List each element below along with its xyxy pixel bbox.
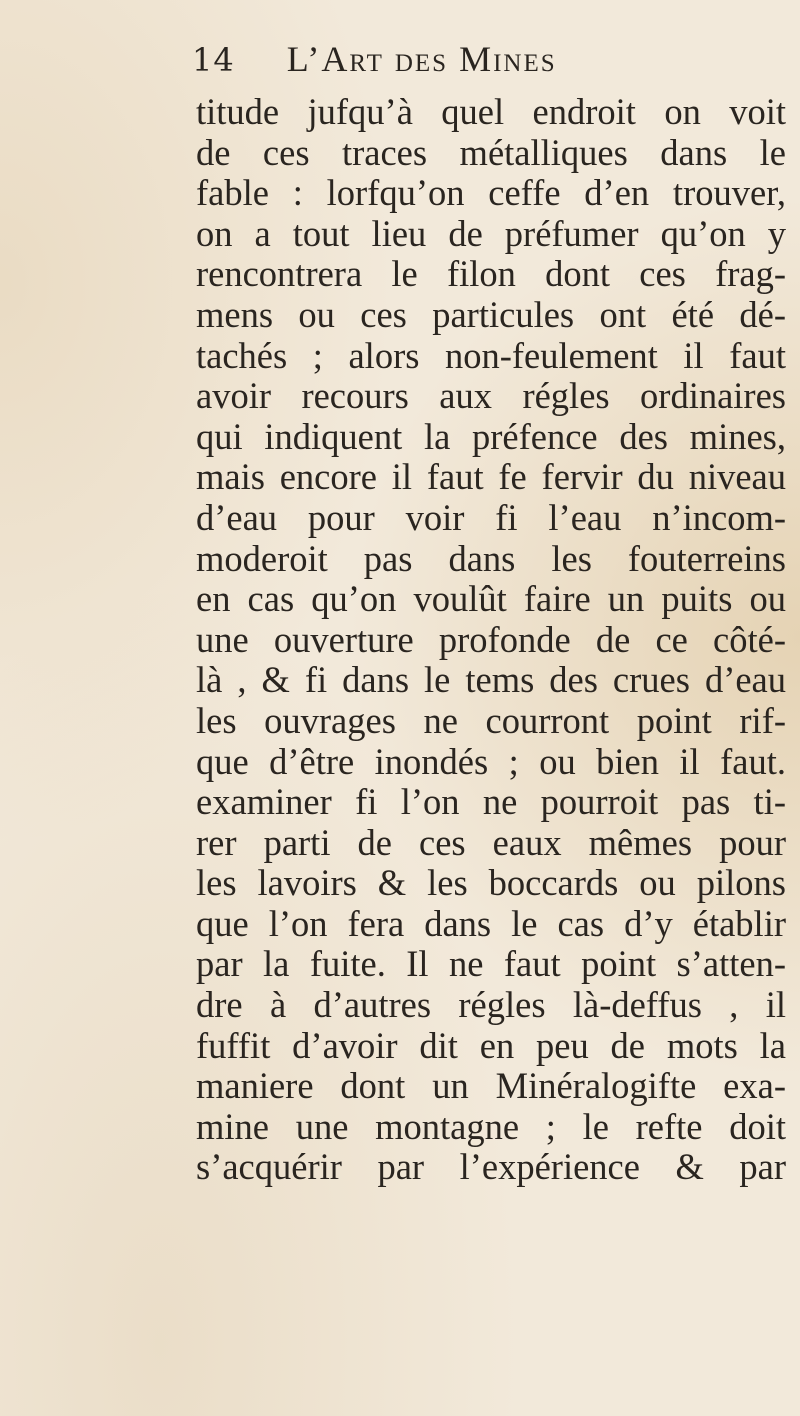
text-line: d’eau pour voir fi l’eau n’incom- <box>196 496 786 538</box>
text-line: mens ou ces particules ont été dé- <box>196 293 786 335</box>
text-line: titude jufqu’à quel endroit on voit <box>196 91 786 132</box>
running-title: L’Art des Mines <box>286 39 557 79</box>
text-line: les lavoirs & les boccards ou pilons <box>196 862 786 904</box>
text-line: rencontrera le filon dont ces frag- <box>196 253 786 295</box>
text-line: là , & fi dans le tems des crues d’eau <box>196 659 786 701</box>
page-header <box>192 38 557 84</box>
text-line: rer parti de ces eaux mêmes pour <box>196 821 786 863</box>
page-number: 14 <box>192 41 235 79</box>
text-line: on a tout lieu de préfumer qu’on y <box>196 212 786 254</box>
text-line: avoir recours aux régles ordinaires <box>196 375 786 417</box>
text-line: que d’être inondés ; ou bien il faut. <box>196 740 786 782</box>
text-line: de ces traces métalliques dans le <box>196 131 786 173</box>
text-line: maniere dont un Minéralogifte exa- <box>196 1065 786 1107</box>
text-line: fuffit d’avoir dit en peu de mots la <box>196 1024 786 1066</box>
text-line: qui indiquent la préfence des mines, <box>196 415 786 457</box>
text-line: dre à d’autres régles là-deffus , il <box>196 984 786 1026</box>
text-line: examiner fi l’on ne pourroit pas ti- <box>196 781 786 823</box>
text-line: tachés ; alors non-feulement il faut <box>196 334 786 376</box>
text-line: mine une montagne ; le refte doit <box>196 1105 786 1147</box>
text-line: une ouverture profonde de ce côté- <box>196 618 786 660</box>
text-line: en cas qu’on voulût faire un puits ou <box>196 578 786 620</box>
text-line: que l’on fera dans le cas d’y établir <box>196 902 786 944</box>
text-line: mais encore il faut fe fervir du niveau <box>196 456 786 498</box>
text-line: par la fuite. Il ne faut point s’atten- <box>196 943 786 985</box>
text-line: les ouvrages ne courront point rif- <box>196 699 786 741</box>
text-line: moderoit pas dans les fouterreins <box>196 537 786 579</box>
text-line: fable : lorfqu’on ceffe d’en trouver, <box>196 172 786 214</box>
body-text <box>196 92 786 1188</box>
text-line: s’acquérir par l’expérience & par <box>196 1146 786 1188</box>
